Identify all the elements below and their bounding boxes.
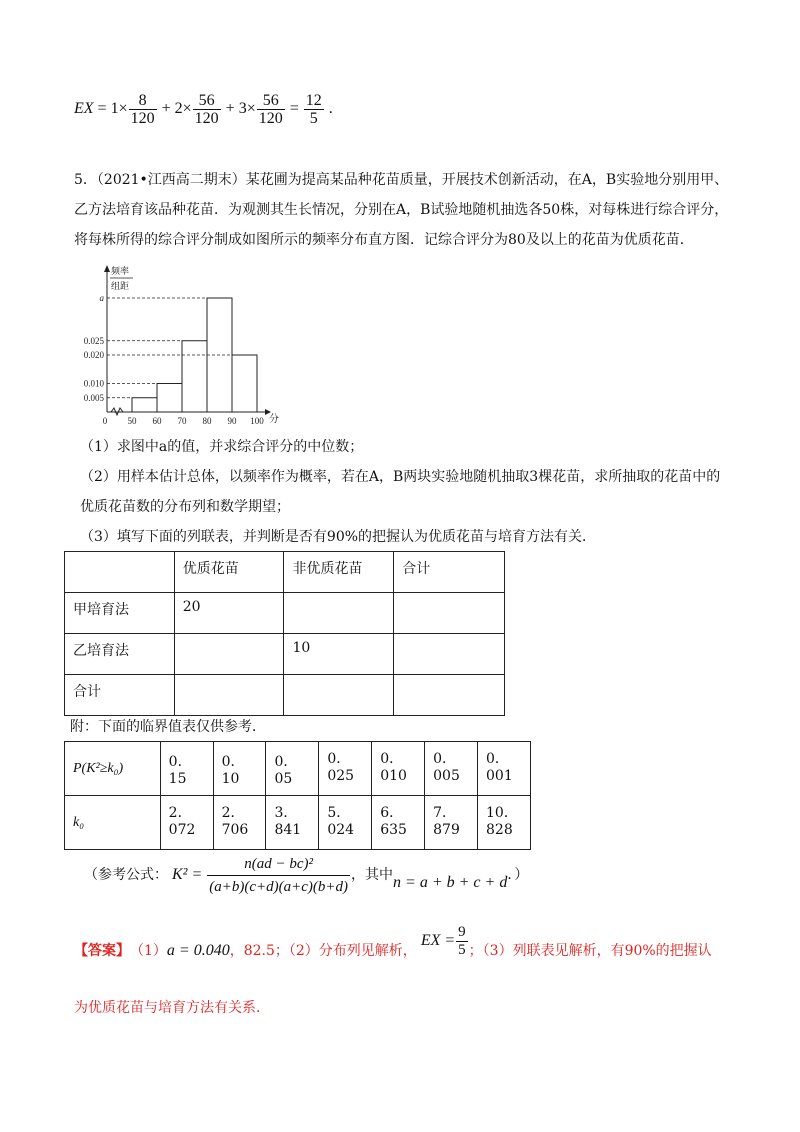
y-tick-label: 0.010: [83, 378, 104, 389]
k-value-cell: 2． 706: [213, 796, 266, 850]
fraction-result: [304, 92, 324, 127]
y-label-bottom: 组距: [111, 282, 130, 292]
formula-fraction: [207, 853, 350, 898]
k-value-cell: 7． 879: [425, 796, 478, 850]
p-value-cell: 0． 010: [372, 742, 425, 796]
frac-den: 120: [258, 110, 283, 127]
eq-sign: =: [289, 100, 299, 118]
formula-suffix: ．）: [507, 867, 529, 883]
table-cell: [65, 552, 175, 593]
contingency-table: [64, 551, 505, 716]
frac-num: 56: [198, 92, 215, 109]
y-label-top: 频率: [111, 267, 130, 277]
answer-ex-fraction: [456, 924, 468, 959]
k-value-cell: 5． 024: [319, 796, 372, 850]
y-tick-label: a: [99, 293, 104, 303]
question-1: （1）求图中a的值，并求综合评分的中位数；: [80, 439, 364, 455]
x-tick-label: 60: [152, 416, 162, 426]
formula-lhs: K² =: [172, 866, 203, 883]
answer-part1b: ，82.5；（2）分布列见解析，: [229, 943, 417, 959]
frac-den: 5: [458, 941, 466, 958]
p-value-row: [65, 742, 531, 796]
answer-a-expr: a = 0.040: [166, 942, 230, 959]
table-cell: 20: [174, 593, 284, 634]
formula-n-def: n = a + b + c + d: [393, 874, 508, 891]
table-cell: [174, 634, 284, 675]
fraction-1: [129, 92, 157, 127]
problem-line-2: 乙方法培育该品种花苗．为观测其生长情况，分别在A，B试验地随机抽选各50株，对每株进行综合评分，: [74, 202, 729, 218]
critical-value-table: [64, 741, 531, 850]
frac-num: 12: [305, 92, 322, 109]
frac-den: 5: [304, 109, 324, 127]
y-tick-label: 0.020: [83, 350, 104, 360]
question-2a: （2）用样本估计总体，以频率作为概率，若在A，B两块实验地随机抽取3棵花苗，求所抽取的花苗中的: [80, 469, 721, 485]
x-tick-label: 100: [250, 416, 264, 426]
times-sign: ×: [246, 100, 256, 118]
plus-sign: +: [161, 100, 171, 118]
p-row-label: P(K²≥k₀): [65, 742, 161, 796]
ex-formula: [74, 92, 333, 127]
table-cell: [394, 634, 505, 675]
period: .: [328, 100, 333, 118]
answer-line-1: [74, 923, 712, 974]
y-axis-arrow: [104, 265, 110, 272]
frac-num: 9: [458, 923, 466, 940]
question-2b: 优质花苗数的分布列和数学期望；: [80, 499, 290, 515]
problem-line-3: 将每株所得的综合评分制成如图所示的频率分布直方图．记综合评分为80及以上的花苗为优质花苗．: [74, 232, 694, 248]
answer-line-2: 为优质花苗与培育方法有关系.: [74, 1000, 261, 1016]
coef-3: 3: [238, 100, 247, 118]
x-tick-label: 90: [227, 416, 237, 426]
table-cell: 10: [284, 634, 394, 675]
histogram-chart: [70, 258, 290, 428]
frac-den: 120: [130, 110, 155, 127]
p-value-cell: 0．10: [213, 742, 266, 796]
table-cell: [174, 675, 284, 716]
times-sign: ×: [118, 100, 128, 118]
y-tick-label: 0.025: [83, 335, 104, 346]
table-cell: [284, 593, 394, 634]
histogram-bar: [232, 355, 257, 412]
histogram-bar: [157, 384, 182, 413]
table-row: [65, 593, 505, 634]
origin-label: 0: [102, 416, 108, 426]
formula-numerator: n(ad − bc)²: [244, 855, 314, 872]
histogram-bar: [132, 398, 157, 412]
k-value-cell: 2． 072: [160, 796, 213, 850]
row-label: 乙培育法: [65, 634, 175, 675]
row-label: 甲培育法: [65, 593, 175, 634]
p-value-cell: 0． 001: [478, 742, 531, 796]
p-value-cell: 0． 005: [425, 742, 478, 796]
k-value-row: [65, 796, 531, 850]
eq-sign: =: [97, 100, 107, 118]
p-value-cell: 0． 025: [319, 742, 372, 796]
formula-line: [84, 850, 528, 900]
note-text: 附：下面的临界值表仅供参考．: [70, 719, 266, 735]
x-tick-label: 50: [127, 416, 137, 426]
x-unit-label: 分: [269, 414, 279, 425]
ex-lhs: EX: [74, 100, 94, 118]
answer-tag: 【答案】: [74, 943, 130, 959]
table-header: 合计: [394, 552, 505, 593]
table-header-row: [65, 552, 505, 593]
x-tick-label: 80: [202, 416, 212, 426]
k-value-cell: 10． 828: [478, 796, 531, 850]
formula-mid: ，其中: [351, 867, 394, 883]
y-tick-label: 0.005: [83, 392, 104, 403]
table-header: 优质花苗: [174, 552, 284, 593]
p-value-cell: 0．15: [160, 742, 213, 796]
formula-denominator: (a+b)(c+d)(a+c)(b+d): [207, 875, 350, 898]
plus-sign: +: [225, 100, 235, 118]
coef-1: 1: [110, 100, 119, 118]
x-tick-label: 70: [177, 416, 187, 426]
frac-den: 120: [194, 110, 219, 127]
histogram-bar: [182, 341, 207, 412]
table-row: [65, 634, 505, 675]
row-label: 合计: [65, 675, 175, 716]
answer-part1: （1）: [130, 943, 167, 959]
answer-ex-lhs: EX =: [420, 932, 456, 949]
coef-2: 2: [174, 100, 183, 118]
table-cell: [394, 593, 505, 634]
k-row-label: k₀: [65, 796, 161, 850]
fraction-2: [193, 92, 221, 127]
fraction-3: [257, 92, 285, 127]
p-value-cell: 0．05: [266, 742, 319, 796]
times-sign: ×: [182, 100, 192, 118]
answer-part3: ；（3）列联表见解析，有90%的把握认: [468, 943, 712, 959]
k-value-cell: 6． 635: [372, 796, 425, 850]
table-cell: [284, 675, 394, 716]
question-3: （3）填写下面的列联表，并判断是否有90%的把握认为优质花苗与培育方法有关．: [80, 529, 597, 545]
frac-num: 56: [262, 92, 279, 109]
table-row: [65, 675, 505, 716]
problem-line-1: 5．（2021•江西高二期末）某花圃为提高某品种花苗质量，开展技术创新活动，在A，B实验地分别用甲、: [74, 172, 729, 188]
formula-prefix: （参考公式：: [84, 867, 168, 883]
table-cell: [394, 675, 505, 716]
table-header: 非优质花苗: [284, 552, 394, 593]
frac-num: 8: [138, 92, 147, 109]
k-value-cell: 3． 841: [266, 796, 319, 850]
